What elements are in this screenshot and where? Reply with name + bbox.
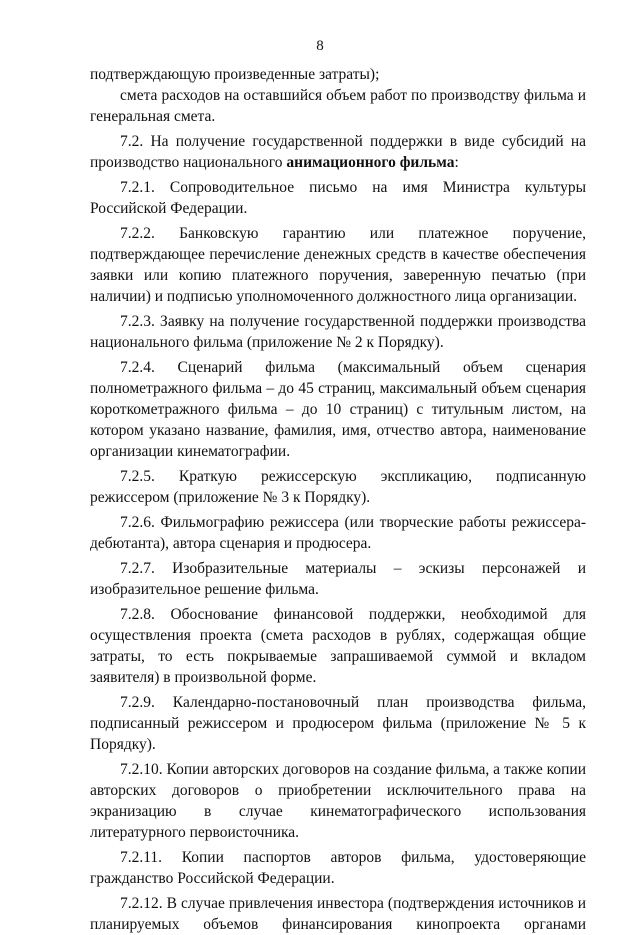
paragraph-7-2-7: 7.2.7. Изобразительные материалы – эскизы персонажей и изобразительное решение фильма. bbox=[90, 560, 586, 598]
paragraph: смета расходов на оставшийся объем работ по производству фильма и генеральная смета. bbox=[90, 87, 586, 125]
paragraph-7-2-2: 7.2.2. Банковскую гарантию или платежное поручение, подтверждающее перечисление денежных средств в качестве обеспечения заявки или копию платежного поручения, заверенную печатью (при наличии) и подписью уполномоченного должностного лица организации. bbox=[90, 225, 586, 305]
paragraph-7-2-11: 7.2.11. Копии паспортов авторов фильма, удостоверяющие гражданство Российской Федерации. bbox=[90, 849, 586, 887]
paragraph-7-2-1: 7.2.1. Сопроводительное письмо на имя Министра культуры Российской Федерации. bbox=[90, 179, 586, 217]
paragraph-7-2-5: 7.2.5. Краткую режиссерскую экспликацию, подписанную режиссером (приложение № 3 к Порядку). bbox=[90, 468, 586, 506]
section-heading-suffix: : bbox=[454, 154, 459, 171]
paragraph-7-2-10: 7.2.10. Копии авторских договоров на создание фильма, а также копии авторских договоров о приобретении исключительного права на экранизацию в случае кинематографического использования литературного первоисточника. bbox=[90, 761, 586, 841]
paragraph-7-2-8: 7.2.8. Обоснование финансовой поддержки, необходимой для осуществления проекта (смета расходов в рублях, содержащая общие затраты, то есть покрываемые запрашиваемой суммой и вкладом заявителя) в произвольной форме. bbox=[90, 606, 586, 686]
page-number: 8 bbox=[316, 38, 324, 54]
paragraph: подтверждающую произведенные затраты); bbox=[90, 66, 380, 83]
section-heading-prefix: 7.2. На получение государственной поддержки в виде субсидий на производство национального bbox=[90, 133, 586, 171]
paragraph-7-2-6: 7.2.6. Фильмографию режиссера (или творческие работы режиссера-дебютанта), автора сценария и продюсера. bbox=[90, 514, 586, 552]
section-heading-7-2 bbox=[90, 131, 586, 173]
section-heading-bold: анимационного фильма bbox=[286, 154, 455, 171]
document-body bbox=[90, 64, 586, 935]
paragraph-7-2-9: 7.2.9. Календарно-постановочный план производства фильма, подписанный режиссером и продюсером фильма (приложение № 5 к Порядку). bbox=[90, 694, 586, 753]
paragraph-7-2-3: 7.2.3. Заявку на получение государственной поддержки производства национального фильма (приложение № 2 к Порядку). bbox=[90, 313, 586, 351]
paragraph-7-2-12: 7.2.12. В случае привлечения инвестора (подтверждения источников и планируемых объемов финансирования кинопроекта органами bbox=[90, 895, 586, 933]
paragraph-7-2-4: 7.2.4. Сценарий фильма (максимальный объем сценария полнометражного фильма – до 45 страниц, максимальный объем сценария короткометражного фильма – до 10 страниц) с титульным листом, на котором указано название, фамилия, имя, отчество автора, наименование организации кинематографии. bbox=[90, 359, 586, 460]
